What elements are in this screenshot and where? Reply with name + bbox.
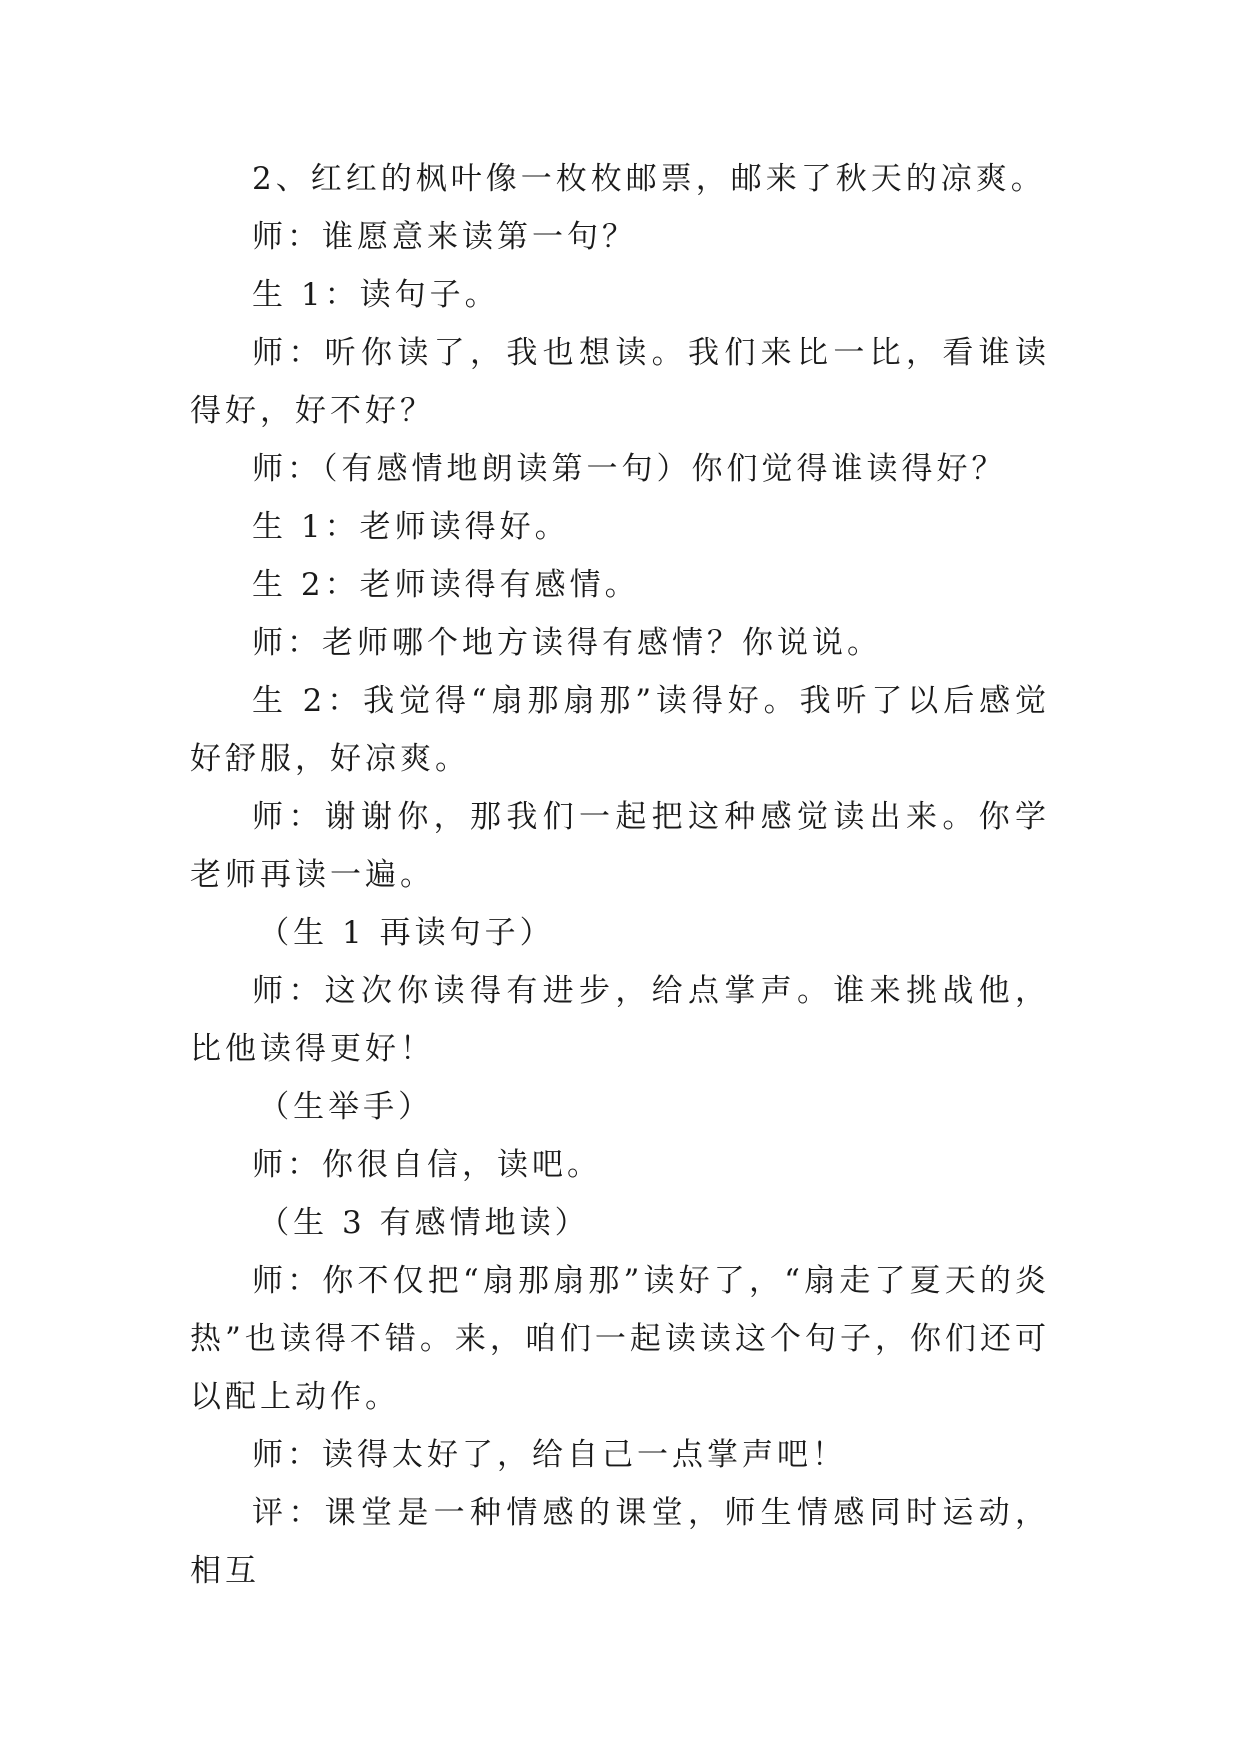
paragraph-18: 评：课堂是一种情感的课堂，师生情感同时运动，相互 [190,1495,1050,1589]
paragraph-4: 师：听你读了，我也想读。我们来比一比，看谁读得好，好不好？ [190,335,1050,429]
paragraph-9: 生 2：我觉得“扇那扇那”读得好。我听了以后感觉好舒服，好凉爽。 [190,683,1050,777]
paragraph-3: 生 1：读句子。 [252,277,500,313]
paragraph-5: 师：（有感情地朗读第一句）你们觉得谁读得好？ [252,451,1007,487]
paragraph-8: 师：老师哪个地方读得有感情？你说说。 [252,625,882,661]
paragraph-6: 生 1：老师读得好。 [252,509,570,545]
document-page [190,150,1050,1600]
paragraph-10: 师：谢谢你，那我们一起把这种感觉读出来。你学老师再读一遍。 [190,799,1050,893]
stage-direction-2: （生举手） [258,1089,434,1125]
stage-direction-1: （生 1 再读句子） [258,915,555,951]
paragraph-12: 师：这次你读得有进步，给点掌声。谁来挑战他，比他读得更好！ [190,973,1050,1067]
stage-direction-3: （生 3 有感情地读） [258,1205,590,1241]
paragraph-2: 师：谁愿意来读第一句？ [252,219,637,255]
paragraph-7: 生 2：老师读得有感情。 [252,567,640,603]
paragraph-14: 师：你很自信，读吧。 [252,1147,602,1183]
paragraph-1: 2、红红的枫叶像一枚枚邮票，邮来了秋天的凉爽。 [252,161,1046,197]
paragraph-16: 师：你不仅把“扇那扇那”读好了，“扇走了夏天的炎热”也读得不错。来，咱们一起读读这个句子，你们还可以配上动作。 [190,1263,1050,1415]
paragraph-17: 师：读得太好了，给自己一点掌声吧！ [252,1437,847,1473]
